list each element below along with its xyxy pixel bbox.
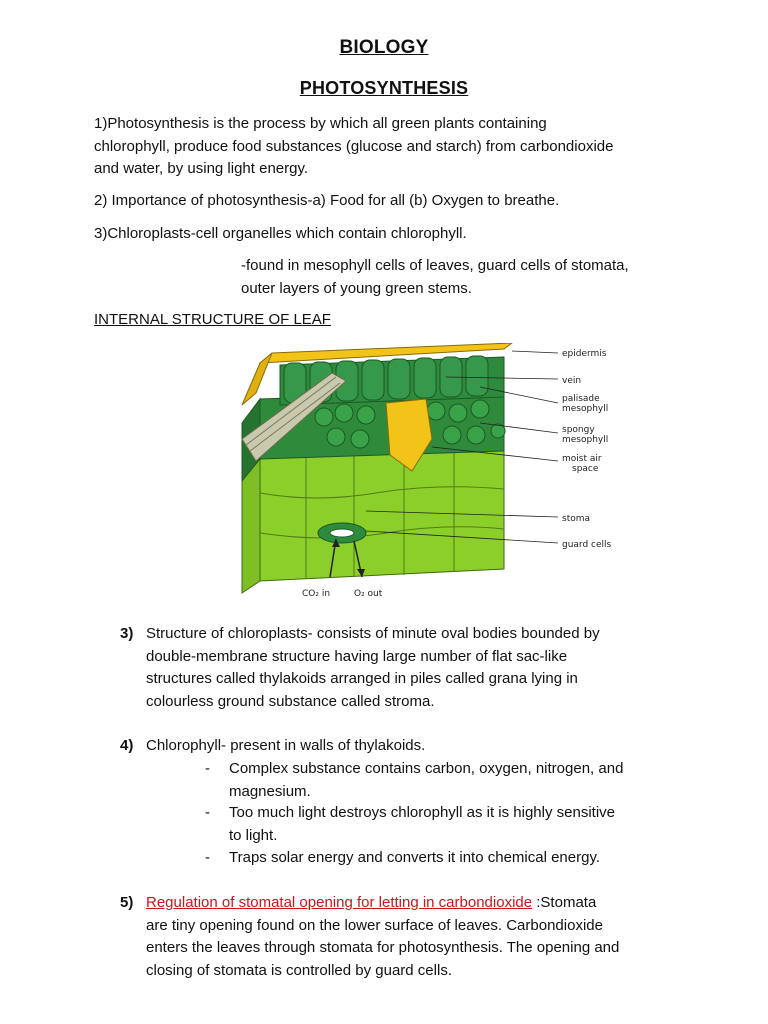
sub-item-line: to light. xyxy=(229,826,278,844)
intro-line: and water, by using light energy. xyxy=(94,160,309,177)
chloroplasts-location-paragraph xyxy=(241,255,629,300)
label-moist-air: moist air xyxy=(562,454,602,464)
item-line: closing of stomata is controlled by guard cells. xyxy=(146,961,452,979)
chloroplasts-paragraph xyxy=(94,223,467,246)
label-co2-in: CO₂ in xyxy=(302,589,331,599)
label-spongy-2: mesophyll xyxy=(562,435,609,445)
page-subtitle: PHOTOSYNTHESIS xyxy=(299,78,469,98)
location-line: outer layers of young green stems. xyxy=(241,279,472,297)
item-number: 4) xyxy=(120,737,134,754)
dash-bullet: - xyxy=(205,849,210,866)
item-body xyxy=(146,735,425,758)
leaf-structure-heading: INTERNAL STRUCTURE OF LEAF xyxy=(94,311,331,328)
item-line: Chlorophyll- present in walls of thylakoids. xyxy=(146,737,426,754)
intro-paragraph xyxy=(94,113,613,181)
label-vein: vein xyxy=(562,376,582,386)
stoma-pore xyxy=(330,529,354,537)
item-number: 3) xyxy=(120,625,134,642)
page-title: BIOLOGY xyxy=(339,37,429,58)
sub-item-line: Complex substance contains carbon, oxygen, nitrogen, and xyxy=(229,760,624,777)
item-line: structures called thylakoids arranged in piles called grana lying in xyxy=(146,670,578,687)
label-palisade: palisade xyxy=(562,394,600,404)
intro-line: chlorophyll, produce food substances (glucose and starch) from carbondioxide xyxy=(94,137,614,155)
item-first-line xyxy=(146,892,619,915)
item-line: enters the leaves through stomata for photosynthesis. The opening and xyxy=(146,939,620,956)
item-line: colourless ground substance called stroma. xyxy=(146,692,435,710)
item-line: double-membrane structure having large number of flat sac-like xyxy=(146,647,568,665)
label-epidermis: epidermis xyxy=(562,349,607,359)
dash-bullet: - xyxy=(205,804,210,821)
item-number: 5) xyxy=(120,894,134,911)
intro-line: 1)Photosynthesis is the process by which all green plants containing xyxy=(94,115,547,132)
location-line: -found in mesophyll cells of leaves, guard cells of stomata, xyxy=(241,257,629,274)
label-moist-air-2: space xyxy=(572,464,599,474)
label-stoma: stoma xyxy=(562,514,591,524)
label-palisade-2: mesophyll xyxy=(562,404,609,414)
sub-item-line: magnesium. xyxy=(229,782,311,800)
stomatal-regulation-link[interactable]: Regulation of stomatal opening for letting in carbondioxide xyxy=(146,894,533,911)
lower-epidermis xyxy=(260,443,504,581)
item-body xyxy=(146,623,600,713)
sub-item-line: Too much light destroys chlorophyll as it is highly sensitive xyxy=(229,804,616,821)
sub-item-line: Traps solar energy and converts it into chemical energy. xyxy=(229,849,601,866)
chloroplasts-line: 3)Chloroplasts-cell organelles which contain chlorophyll. xyxy=(94,225,467,242)
item-line: Structure of chloroplasts- consists of minute oval bodies bounded by xyxy=(146,625,600,642)
importance-paragraph xyxy=(94,190,559,213)
leaf-structure-diagram xyxy=(236,343,638,605)
item-line: are tiny opening found on the lower surface of leaves. Carbondioxide xyxy=(146,916,603,934)
upper-epidermis-side xyxy=(242,353,272,405)
dash-bullet: - xyxy=(205,760,210,777)
label-guard-cells: guard cells xyxy=(562,540,612,550)
importance-line: 2) Importance of photosynthesis-a) Food for all (b) Oxygen to breathe. xyxy=(94,192,560,209)
item-line-tail: :Stomata xyxy=(532,894,597,911)
label-o2-out: O₂ out xyxy=(354,589,383,599)
label-spongy: spongy xyxy=(562,425,595,435)
item-body xyxy=(146,892,619,982)
leaf-diagram-svg xyxy=(236,343,638,605)
